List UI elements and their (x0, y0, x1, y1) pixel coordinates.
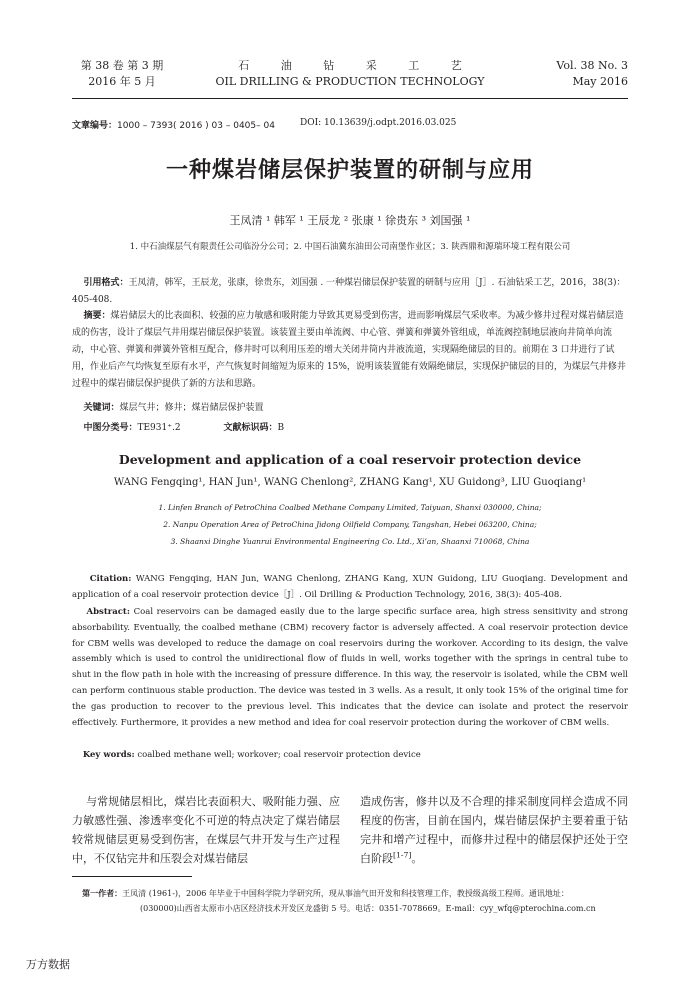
authors-en: WANG Fengqing¹, HAN Jun¹, WANG Chenlong², ZHANG Kang¹, XU Guidong³, LIU Guoqiang¹ (113, 477, 587, 488)
body-right-text: 造成伤害，修井以及不合理的排采制度同样会造成不同程度的伤害，目前在国内，煤岩储层保护主要着重于钻完井和增产过程中，而修井过程中的储层保护还处于空白阶段 (360, 795, 628, 865)
doc-code-label: 文献标识码： (223, 423, 278, 433)
affiliation-en-3: 3. Shaanxi Dinghe Yuanrui Environmental Engineering Co. Ltd., Xi’an, Shaanxi 710068, China (170, 537, 530, 546)
affiliation-en-2: 2. Nanpu Operation Area of PetroChina Jidong Oilfield Company, Tangshan, Hebei 063200, China; (163, 520, 537, 529)
volume-issue-cn: 第 38 卷 第 3 期 (80, 59, 164, 72)
citation-cn-text: 王凤清，韩军，王辰龙，张康，徐贵东，刘国强 . 一种煤岩储层保护装置的研制与应用［J］. 石油钻采工艺，2016，38(3)：405-408. (72, 278, 626, 305)
citation-en (72, 572, 628, 604)
paper-title-en: Development and application of a coal reservoir protection device (118, 452, 582, 467)
header-journal (200, 58, 500, 90)
keywords-en (72, 748, 628, 764)
header-volume-en (508, 58, 628, 90)
body-left-text: 与常规储层相比，煤岩比表面积大、吸附能力强、应力敏感性强、渗透率变化不可逆的特点决定了煤岩储层较常规储层更易受到伤害，在煤层气井开发与生产过程中，不仅钻完井和压裂会对煤岩储层 (72, 795, 340, 865)
keywords-en-label: Key words: (82, 750, 135, 760)
clc-code: TE931⁺.2 (137, 423, 181, 433)
doc-code: B (277, 423, 285, 433)
footnote-line1: 王凤清 (1961-)，2006 年毕业于中国科学院力学研究所，现从事油气田开发和科技管理工作，教授级高级工程师。通讯地址： (122, 889, 569, 898)
keywords-cn-label: 关键词： (83, 403, 120, 413)
keywords-en-text: coalbed methane well; workover; coal reservoir protection device (137, 750, 421, 760)
footnote-divider (72, 876, 192, 877)
authors-cn: 王凤清 ¹ 韩军 ¹ 王辰龙 ² 张康 ¹ 徐贵东 ³ 刘国强 ¹ (229, 214, 471, 227)
clc-label: 中图分类号： (83, 423, 138, 433)
body-right-end: 。 (411, 852, 423, 865)
keywords-cn (72, 400, 628, 417)
journal-name-en: OIL DRILLING & PRODUCTION TECHNOLOGY (215, 75, 485, 88)
article-number (72, 118, 275, 131)
abstract-cn-label: 摘要： (83, 311, 111, 321)
article-number-value: 1000 – 7393( 2016 ) 03 – 0405– 04 (117, 121, 275, 131)
date-cn: 2016 年 5 月 (88, 75, 156, 88)
citation-cn (72, 275, 628, 309)
citation-en-text: WANG Fengqing, HAN Jun, WANG Chenlong, ZHANG Kang, XUN Guidong, LIU Guoqiang. Development and application of a coal reservoir protection device［J］. Oil Drilling & Production Technology, 2016, 38(3): 405-408. (72, 574, 628, 600)
affiliations-cn: 1. 中石油煤层气有限责任公司临汾分公司；2. 中国石油冀东油田公司南堡作业区；3. 陕西鼎和源瑞环境工程有限公司 (129, 242, 571, 252)
doi: DOI: 10.13639/j.odpt.2016.03.025 (300, 118, 457, 128)
journal-name-cn: 石 油 钻 采 工 艺 (238, 59, 476, 72)
keywords-cn-text: 煤层气井；修井；煤岩储层保护装置 (119, 403, 264, 413)
body-column-right (360, 792, 628, 868)
abstract-en-label: Abstract: (86, 607, 130, 617)
abstract-cn-text: 煤岩储层大的比表面积、较强的应力敏感和吸附能力导致其更易受到伤害，进而影响煤层气采收率。为减少修井过程对煤岩储层造成的伤害，设计了煤层气井用煤岩储层保护装置。该装置主要由单流阀、中心管、弹簧和弹簧外管组成，单流阀控制地层液向井筒单向流动，中心管、弹簧和弹簧外管相互配合，修井时可以利用压差的增大关闭井筒内井液流道，实现隔绝储层的目的。前期在 3 口井进行了试用，作业后产气均恢复至原有水平，产气恢复时间缩短为原来的 15%，说明该装置能有效隔绝储层，实现保护储层的目的，为煤层气井修井过程中的煤岩储层保护提供了新的方法和思路。 (72, 311, 626, 389)
paper-title-cn: 一种煤岩储层保护装置的研制与应用 (165, 158, 534, 183)
abstract-en-text: Coal reservoirs can be damaged easily due to the large specific surface area, high stress sensitivity and strong absorbability. Eventually, the coalbed methane (CBM) recovery factor is adversely affected. A coal reservoir protection device for CBM wells was developed to reduce the damage on coal reservoirs during the workover. According to its design, the valve assembly which is used to control the unidirectional flow of fluids in well, works together with the springs in central tube to shut in the flow path in hole with the increasing of pressure difference. In this way, the reservoir is isolated, while the CBM well can perform continuous stable production. The device was tested in 3 wells. As a result, it only took 15% of the original time for the gas production to recover to the previous level. This indicates that the device can isolate and protect the reservoir effectively. Furthermore, it provides a new method and idea for coal reservoir protection during the workover of CBM wells. (72, 607, 629, 728)
footnote-label: 第一作者： (82, 889, 123, 898)
wanfang-watermark: 万方数据 (26, 958, 70, 971)
classification (72, 420, 628, 437)
abstract-en (72, 605, 628, 731)
header-divider (72, 98, 628, 99)
reference-citation: [1-7] (393, 850, 412, 860)
footnote-author (72, 886, 628, 916)
citation-en-label: Citation: (89, 574, 132, 584)
volume-issue-en: Vol. 38 No. 3 (556, 59, 628, 72)
footnote-line2: (030000)山西省太原市小店区经济技术开发区龙盛街 5 号。电话：0351-7078669。E-mail：cyy_wfq@pterochina.com.cn (140, 904, 596, 913)
article-number-label: 文章编号： (72, 121, 118, 131)
citation-cn-label: 引用格式： (83, 278, 129, 288)
date-en: May 2016 (572, 75, 628, 88)
body-column-left (72, 792, 340, 868)
header-volume-cn (72, 58, 172, 90)
affiliation-en-1: 1. Linfen Branch of PetroChina Coalbed Methane Company Limited, Taiyuan, Shanxi 030000, China; (158, 503, 542, 512)
abstract-cn (72, 308, 628, 393)
